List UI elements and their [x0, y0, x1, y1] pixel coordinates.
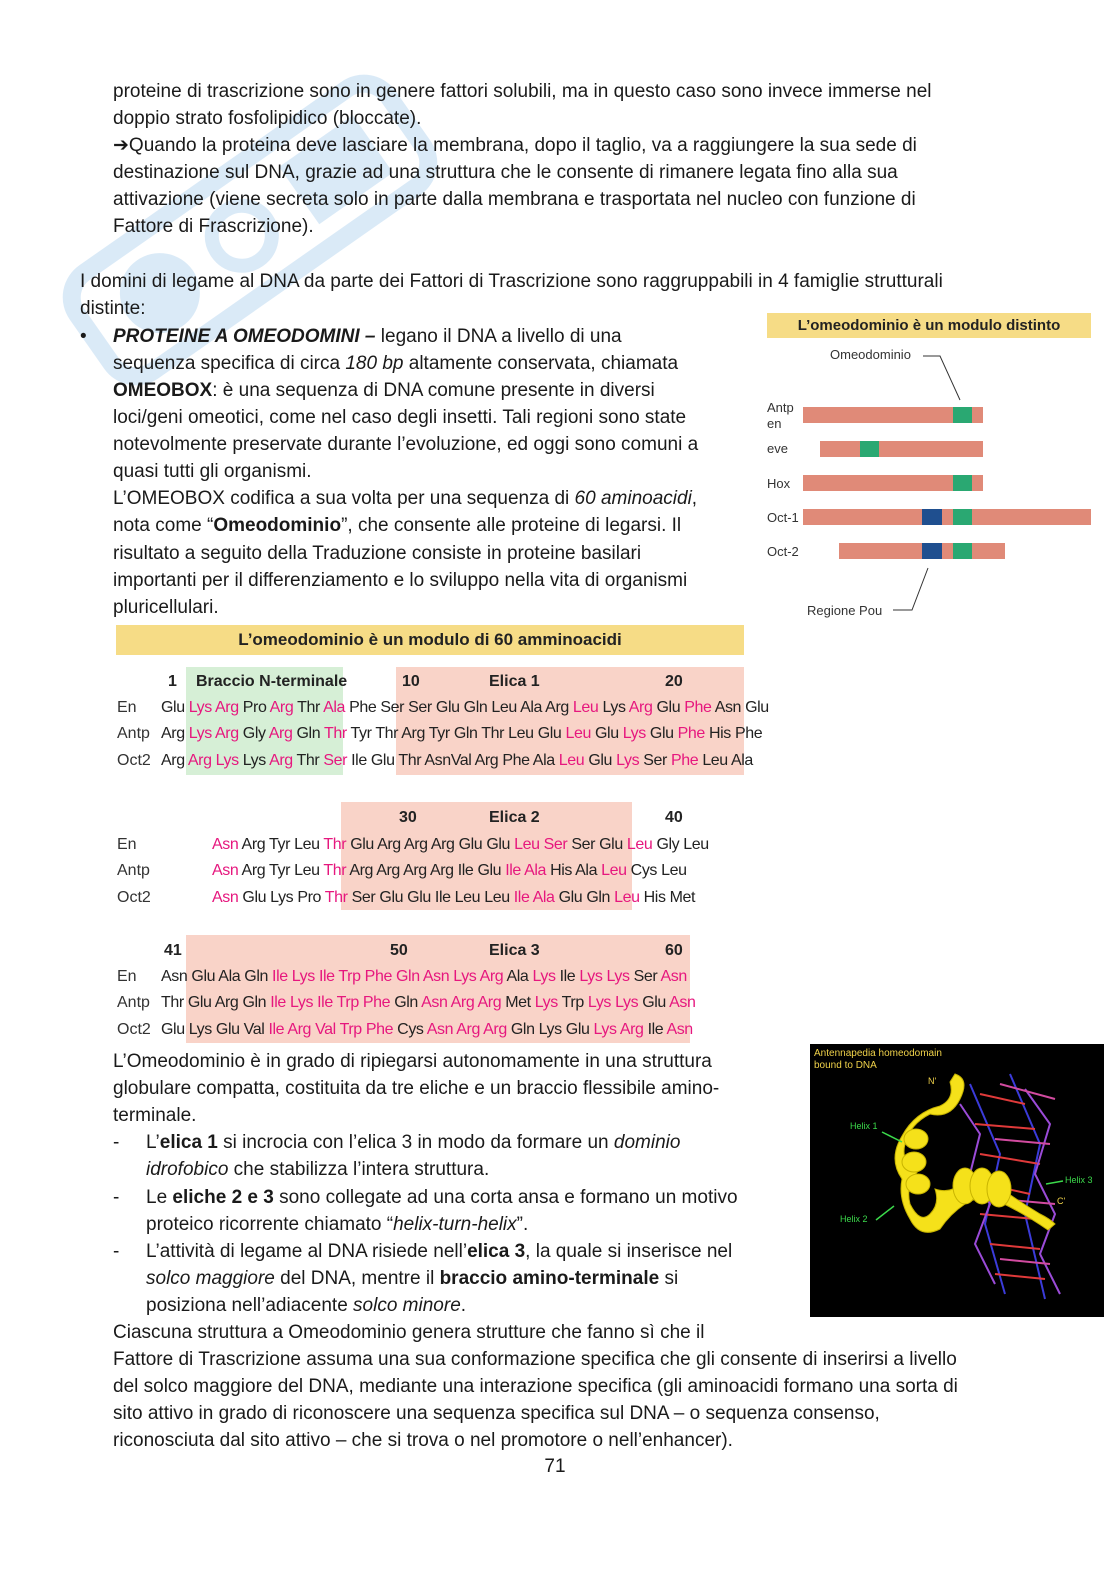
paragraph-line: globulare compatta, costituita da tre eliche e un braccio flessibile amino- — [113, 1078, 720, 1099]
amino-acid: Cys — [630, 862, 662, 879]
amino-acid: Arg — [430, 836, 459, 853]
paragraph-line: Fattore di Trascrizione assuma una sua conformazione specifica che gli consente di inserirsi a livello — [113, 1349, 957, 1370]
amino-acid: Lys — [242, 752, 270, 769]
amino-acid: Arg — [401, 725, 429, 742]
bullet-line: nota come “Omeodominio”, che consente alle proteine di legarsi. Il — [113, 515, 682, 536]
amino-acid: Lys — [215, 752, 243, 769]
amino-acid: Arg — [474, 752, 503, 769]
amino-acid: Ser — [633, 968, 661, 985]
amino-acid: Glu — [370, 752, 399, 769]
paragraph-line: Fattore di Frascrizione). — [113, 216, 314, 237]
amino-acid: Gln — [463, 699, 492, 716]
amino-acid: Phe — [365, 1021, 398, 1038]
paragraph-line: L’Omeodominio è in grado di ripiegarsi autonomamente in una struttura — [113, 1051, 712, 1072]
amino-acid: Lys — [270, 889, 298, 906]
oct1-pou — [922, 509, 942, 525]
amino-acid: Glu — [656, 699, 685, 716]
sequence-row — [161, 698, 769, 718]
species-label: Antp — [117, 994, 150, 1011]
amino-acid: Ile — [647, 1021, 667, 1038]
amino-acid: Ala — [730, 752, 753, 769]
amino-acid: Glu — [161, 1021, 189, 1038]
amino-acid: Leu — [454, 889, 485, 906]
amino-acid: Glu — [649, 725, 678, 742]
amino-acid: Leu — [702, 752, 731, 769]
amino-acid: Trp — [339, 1021, 366, 1038]
amino-acid: Asn — [212, 889, 243, 906]
bullet-line: PROTEINE A OMEODOMINI – legano il DNA a livello di una — [113, 326, 622, 347]
amino-acid: Lys — [615, 994, 643, 1011]
amino-acid: Ile — [268, 1021, 288, 1038]
bullet-icon: • — [80, 326, 87, 347]
pou-pointer — [893, 568, 928, 610]
amino-acid: Leu — [294, 862, 324, 879]
amino-acid: His — [550, 862, 576, 879]
sequence-row — [212, 835, 709, 855]
amino-acid: Arg — [269, 699, 298, 716]
homeodomain-dna-figure — [810, 1044, 1104, 1317]
amino-acid: Thr — [161, 994, 188, 1011]
amino-acid: Phe — [349, 699, 381, 716]
amino-acid: Gly — [656, 836, 684, 853]
amino-acid: Ser — [543, 836, 572, 853]
amino-acid: Lys — [188, 725, 216, 742]
amino-acid: Leu — [508, 725, 538, 742]
eve-homeodomain — [860, 441, 879, 457]
amino-acid: Trp — [338, 968, 365, 985]
amino-acid: Lys — [188, 699, 216, 716]
region-label: Elica 3 — [489, 942, 540, 959]
sequence-row — [161, 993, 695, 1013]
bullet-line: L’OMEOBOX codifica a sua volta per una sequenza di 60 aminoacidi, — [113, 488, 698, 509]
amino-acid: Phe — [362, 994, 395, 1011]
amino-acid: Val — [243, 1021, 269, 1038]
amino-acid: Asn — [669, 994, 696, 1011]
amino-acid: Ile — [457, 862, 478, 879]
dash-icon: - — [113, 1132, 120, 1153]
omeodominio-label: Omeodominio — [830, 347, 911, 362]
bullet-line: notevolmente preservate durante l’evoluzione, ed oggi sono comuni a — [113, 434, 699, 455]
amino-acid: Tyr — [428, 725, 454, 742]
amino-acid: Ala — [520, 699, 546, 716]
amino-acid: Thr — [375, 725, 402, 742]
amino-acid: Ser — [351, 889, 380, 906]
amino-acid: Glu — [379, 889, 408, 906]
position-number: 1 — [168, 673, 177, 690]
amino-acid: Tyr — [269, 836, 295, 853]
region-label: Elica 1 — [489, 673, 540, 690]
amino-acid: Ile — [351, 752, 371, 769]
amino-acid: Leu — [484, 889, 514, 906]
amino-acid: Asn — [212, 836, 242, 853]
species-label: Antp — [117, 862, 150, 879]
amino-acid: Lys — [289, 994, 318, 1011]
amino-acid: Glu — [215, 1021, 244, 1038]
amino-acid: Glu — [486, 836, 515, 853]
species-label: En — [117, 836, 137, 853]
bullet-line: pluricellulari. — [113, 597, 219, 618]
amino-acid: Asn — [666, 1021, 693, 1038]
sequence-row — [161, 967, 687, 987]
amino-acid: Lys — [587, 994, 616, 1011]
amino-acid: Arg — [215, 725, 243, 742]
amino-acid: Arg — [450, 994, 478, 1011]
amino-acid: Phe — [684, 699, 715, 716]
amino-acid: Gln — [586, 889, 615, 906]
amino-acid: Lys — [453, 968, 480, 985]
amino-acid: Arg — [456, 1021, 484, 1038]
label-helix3: Helix 3 — [1065, 1175, 1093, 1185]
paragraph-line: ➔Quando la proteina deve lasciare la membrana, dopo il taglio, va a raggiungere la sua sede di — [113, 135, 917, 156]
amino-acid: Glu — [537, 725, 566, 742]
sequence-row — [161, 1020, 693, 1040]
amino-acid: Leu — [565, 725, 595, 742]
amino-acid: Leu — [558, 752, 589, 769]
amino-acid: Val — [315, 1021, 340, 1038]
sequence-row — [161, 724, 762, 744]
amino-acid: Ala — [575, 862, 602, 879]
paragraph-line: riconosciuta dal sito attivo – che si trova o nel promotore o nell’enhancer). — [113, 1430, 733, 1451]
amino-acid: Lys — [532, 968, 560, 985]
amino-acid: Leu — [572, 699, 603, 716]
amino-acid: Lys — [616, 752, 644, 769]
amino-acid: Lys — [291, 968, 319, 985]
amino-acid: Asn — [422, 968, 454, 985]
amino-acid: Phe — [502, 752, 533, 769]
amino-acid: Met — [505, 994, 535, 1011]
amino-acid: Asn — [161, 968, 192, 985]
amino-acid: Asn — [660, 968, 687, 985]
position-number: 41 — [164, 942, 182, 959]
label-helix1: Helix 1 — [850, 1121, 878, 1131]
amino-acid: Thr — [324, 889, 352, 906]
paragraph-line: sito attivo in grado di riconoscere una sequenza specifica sul DNA – o sequenza consenso, — [113, 1403, 880, 1424]
amino-acid: Arg — [628, 699, 657, 716]
amino-acid: Lys — [606, 968, 634, 985]
amino-acid: Gln — [453, 725, 482, 742]
amino-acid: Gly — [242, 725, 269, 742]
amino-acid: Glu — [161, 699, 189, 716]
amino-acid: Glu — [407, 889, 435, 906]
bullet-line: sequenza specifica di circa 180 bp altamente conservata, chiamata — [113, 353, 679, 374]
oct1-bar — [803, 509, 1091, 525]
amino-acid: Ala — [524, 862, 551, 879]
amino-acid: Arg — [483, 1021, 511, 1038]
amino-acid: Arg — [241, 836, 270, 853]
amino-acid: Arg — [187, 752, 216, 769]
amino-acid: Ile — [513, 889, 533, 906]
table-title: L’omeodominio è un modulo di 60 amminoacidi — [116, 625, 744, 655]
amino-acid: Asn — [421, 994, 451, 1011]
paragraph-line: Ciascuna struttura a Omeodominio genera strutture che fanno sì che il — [113, 1322, 705, 1343]
amino-acid: Lys — [579, 968, 607, 985]
figure-caption: bound to DNA — [814, 1060, 877, 1071]
row-label-oct2: Oct-2 — [767, 544, 799, 559]
species-label: Antp — [117, 725, 150, 742]
amino-acid: Ser — [408, 699, 436, 716]
list-line: solco maggiore del DNA, mentre il braccio amino-terminale si — [146, 1268, 679, 1289]
amino-acid: Glu — [745, 699, 769, 716]
paragraph-line: I domini di legame al DNA da parte dei Fattori di Trascrizione sono raggruppabili in 4 famiglie strutturali — [80, 271, 943, 292]
amino-acid: Glu — [458, 836, 487, 853]
amino-acid: Thr — [323, 836, 351, 853]
amino-acid: Leu — [294, 836, 324, 853]
oct2-pou — [922, 543, 942, 559]
bullet-line: quasi tutti gli organismi. — [113, 461, 312, 482]
amino-acid: Ile — [270, 994, 290, 1011]
amino-acid: Trp — [336, 994, 363, 1011]
amino-acid: Thr — [296, 752, 324, 769]
amino-acid: Ile — [272, 968, 292, 985]
amino-acid: Tyr — [350, 725, 376, 742]
species-label: Oct2 — [117, 752, 151, 769]
amino-acid: Lys — [534, 994, 562, 1011]
amino-acid: Thr — [297, 699, 324, 716]
page-number: 71 — [544, 1456, 566, 1477]
amino-acid: Gln — [396, 968, 423, 985]
amino-acid: Ile — [505, 862, 525, 879]
amino-acid: Phe — [364, 968, 396, 985]
amino-acid: Ala — [506, 968, 533, 985]
amino-acid: Glu — [595, 725, 623, 742]
amino-acid: Glu — [599, 836, 627, 853]
amino-acid: Ala — [532, 889, 559, 906]
amino-acid: Gln — [244, 968, 273, 985]
bullet-line: OMEOBOX: è una sequenza di DNA comune presente in diversi — [113, 380, 655, 401]
list-line: L’attività di legame al DNA risiede nell’elica 3, la quale si inserisce nel — [146, 1241, 733, 1262]
row-label-eve: eve — [767, 441, 788, 456]
amino-acid: Cys — [397, 1021, 427, 1038]
amino-acid: Arg — [403, 862, 430, 879]
amino-acid: Gln — [510, 1021, 539, 1038]
amino-acid: Thr — [481, 725, 509, 742]
arrow-icon: ➔ — [113, 135, 129, 156]
amino-acid: Pro — [297, 889, 325, 906]
position-number: 30 — [399, 809, 417, 826]
amino-acid: Ile — [434, 889, 455, 906]
amino-acid: Ile — [318, 968, 339, 985]
amino-acid: Lys — [622, 725, 650, 742]
eve-bar — [820, 441, 983, 457]
homeodomain-structure-image — [810, 1044, 1104, 1317]
amino-acid: Ala — [323, 699, 350, 716]
row-label-oct1: Oct-1 — [767, 510, 799, 525]
antp-homeodomain — [953, 407, 972, 423]
amino-acid: His — [708, 725, 735, 742]
omeodominio-pointer — [923, 356, 960, 400]
paragraph-line: attivazione (viene secreta solo in parte dalla membrana e trasportata nel nucleo con funzione di — [113, 189, 916, 210]
region-label: Braccio N-terminale — [196, 673, 348, 690]
amino-acid: Gln — [296, 725, 324, 742]
species-label: Oct2 — [117, 1021, 151, 1038]
amino-acid: Arg — [161, 725, 189, 742]
amino-acid: Glu — [242, 889, 271, 906]
bullet-line: risultato a seguito della Traduzione consiste in proteine basilari — [113, 543, 642, 564]
amino-acid: Glu — [558, 889, 587, 906]
hox-homeodomain — [953, 475, 972, 491]
amino-acid: Arg — [377, 836, 404, 853]
region-label: Elica 2 — [489, 809, 540, 826]
amino-acid: Leu — [491, 699, 521, 716]
amino-acid: Glu — [588, 752, 617, 769]
amino-acid: Glu — [350, 836, 378, 853]
list-line: posiziona nell’adiacente solco minore. — [146, 1295, 467, 1316]
amino-acid: Ala — [532, 752, 559, 769]
amino-acid: Ser — [323, 752, 352, 769]
amino-acid: Gln — [242, 994, 271, 1011]
amino-acid: Ser — [380, 699, 409, 716]
label-c: C' — [1057, 1196, 1066, 1206]
paragraph-line: proteine di trascrizione sono in genere fattori solubili, ma in questo caso sono invece immerse nel — [113, 81, 932, 102]
amino-acid: Phe — [734, 725, 763, 742]
amino-acid: Glu — [187, 994, 215, 1011]
amino-acid: Ile — [559, 968, 580, 985]
amino-acid: Arg — [545, 699, 573, 716]
amino-acid: Arg — [477, 994, 506, 1011]
position-number: 50 — [390, 942, 408, 959]
amino-acid: Tyr — [269, 862, 295, 879]
position-number: 10 — [402, 673, 420, 690]
amino-acid: Arg — [287, 1021, 316, 1038]
bullet-line: loci/geni omeotici, come nel caso degli insetti. Tali regioni sono state — [113, 407, 687, 428]
amino-acid: Arg — [429, 862, 458, 879]
paragraph-line: distinte: — [80, 298, 146, 319]
figure-caption: Antennapedia homeodomain — [814, 1048, 942, 1059]
amino-acid: Ser — [643, 752, 671, 769]
label-helix2: Helix 2 — [840, 1214, 868, 1224]
domain-diagram — [760, 340, 1100, 630]
list-line: idrofobico che stabilizza l’intera struttura. — [146, 1159, 490, 1180]
amino-acid: Trp — [561, 994, 588, 1011]
species-label: En — [117, 699, 137, 716]
amino-acid: Arg — [619, 1021, 648, 1038]
amino-acid: Arg — [214, 994, 243, 1011]
amino-acid: Glu — [435, 699, 464, 716]
amino-acid: Arg — [241, 862, 270, 879]
amino-acid: His — [643, 889, 670, 906]
paragraph-line: destinazione sul DNA, grazie ad una struttura che le consente di rimanere legata fino alla sua — [113, 162, 898, 183]
species-label: En — [117, 968, 137, 985]
amino-acid: Arg — [349, 862, 377, 879]
amino-acid: Thr — [398, 752, 425, 769]
pou-label: Regione Pou — [807, 603, 883, 618]
amino-acid: Leu — [661, 862, 687, 879]
paragraph-line: doppio strato fosfolipidico (bloccate). — [113, 108, 422, 129]
amino-acid: Ser — [571, 836, 600, 853]
row-label-hox: Hox — [767, 476, 791, 491]
diagram-title: L’omeodominio è un modulo distinto — [767, 313, 1091, 338]
amino-acid: Leu — [683, 836, 709, 853]
amino-acid: Asn — [212, 862, 242, 879]
sequence-row — [212, 861, 687, 881]
amino-acid: Leu — [514, 836, 544, 853]
amino-acid: Pro — [242, 699, 270, 716]
amino-acid: Glu — [477, 862, 506, 879]
list-line: L’elica 1 si incrocia con l’elica 3 in modo da formare un dominio — [146, 1132, 681, 1153]
bullet-line: importanti per il differenziamento e lo sviluppo nella vita di organismi — [113, 570, 688, 591]
paragraph-line: del solco maggiore del DNA, mediante una interazione specifica (gli aminoacidi formano una sorta di — [113, 1376, 958, 1397]
amino-acid: Arg — [479, 968, 507, 985]
oct2-homeodomain — [953, 543, 972, 559]
amino-acid: Lys — [188, 1021, 216, 1038]
label-n: N' — [928, 1076, 937, 1086]
amino-acid: Arg — [161, 752, 188, 769]
amino-acid: Arg — [215, 699, 243, 716]
amino-acid: Met — [669, 889, 696, 906]
amino-acid: Lys — [538, 1021, 566, 1038]
amino-acid: Glu — [642, 994, 670, 1011]
row-label-antp: Antp — [767, 400, 794, 415]
species-label: Oct2 — [117, 889, 151, 906]
amino-acid: Arg — [376, 862, 404, 879]
position-number: 20 — [665, 673, 683, 690]
position-number: 40 — [665, 809, 683, 826]
amino-acid: Leu — [626, 836, 657, 853]
amino-acid: Glu — [565, 1021, 594, 1038]
amino-acid: Gln — [394, 994, 422, 1011]
amino-acid: Asn — [426, 1021, 457, 1038]
amino-acid: Leu — [614, 889, 644, 906]
sequence-row — [161, 751, 753, 771]
amino-acid: Leu — [601, 862, 631, 879]
row-label-en: en — [767, 416, 782, 431]
amino-acid: AsnVal — [424, 752, 475, 769]
amino-acid: Arg — [403, 836, 431, 853]
oct1-homeodomain — [953, 509, 972, 525]
amino-acid: Phe — [670, 752, 703, 769]
amino-acid: Arg — [268, 725, 297, 742]
amino-acid: Thr — [323, 725, 351, 742]
dash-icon: - — [113, 1187, 120, 1208]
amino-acid: Thr — [323, 862, 350, 879]
amino-acid: Ile — [317, 994, 337, 1011]
amino-acid: Ala — [218, 968, 245, 985]
amino-acid: Glu — [191, 968, 219, 985]
amino-acid: Lys — [602, 699, 629, 716]
amino-acid: Phe — [677, 725, 709, 742]
paragraph-line: terminale. — [113, 1105, 197, 1126]
amino-acid: Lys — [593, 1021, 620, 1038]
list-line: Le eliche 2 e 3 sono collegate ad una corta ansa e formano un motivo — [146, 1187, 738, 1208]
sequence-row — [212, 888, 695, 908]
position-number: 60 — [665, 942, 683, 959]
list-line: proteico ricorrente chiamato “helix-turn-helix”. — [146, 1214, 529, 1235]
amino-acid: Asn — [714, 699, 746, 716]
amino-acid: Arg — [269, 752, 297, 769]
dash-icon: - — [113, 1241, 120, 1262]
